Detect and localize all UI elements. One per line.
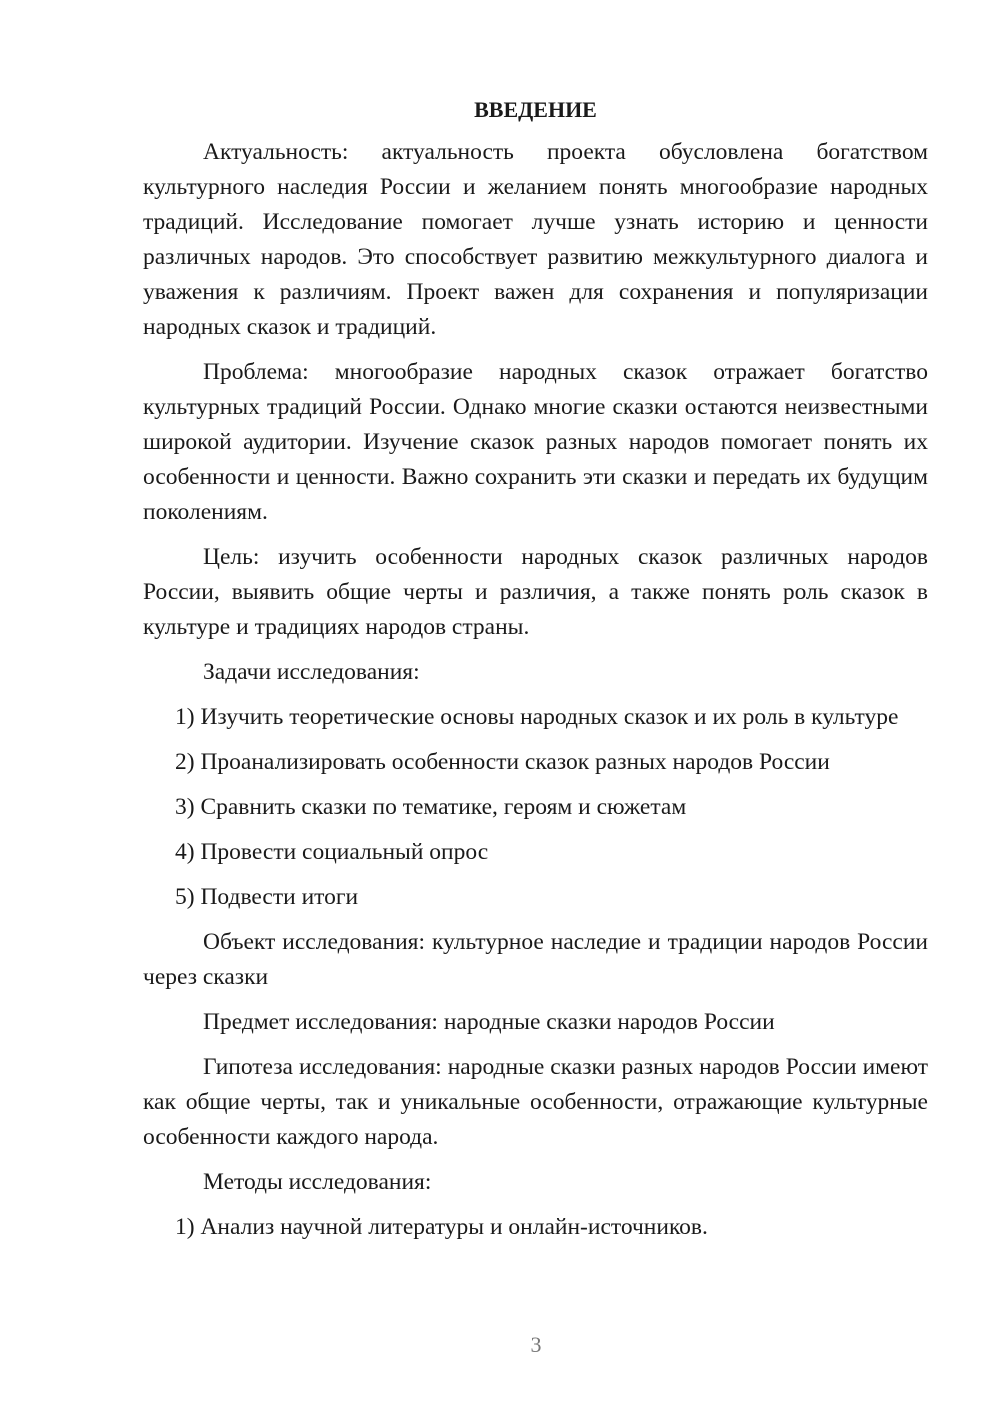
methods-list [143, 1210, 928, 1245]
page-body [143, 95, 928, 1255]
list-item: 4) Провести социальный опрос [175, 839, 489, 865]
list-item: 5) Подвести итоги [175, 884, 359, 910]
goal-paragraph: Цель: изучить особенности народных сказок различных народов России, выявить общие черты и различия, а также понять роль сказок в культуре и традициях народов страны. [143, 544, 928, 640]
list-item: 3) Сравнить сказки по тематике, героям и сюжетам [175, 794, 687, 820]
list-item: 1) Анализ научной литературы и онлайн-источников. [175, 1214, 708, 1240]
methods-heading: Методы исследования: [203, 1169, 432, 1195]
list-item: 2) Проанализировать особенности сказок разных народов России [175, 749, 830, 775]
page-number: 3 [530, 1332, 542, 1357]
hypothesis-paragraph: Гипотеза исследования: народные сказки разных народов России имеют как общие черты, так и уникальные особенности, отражающие культурные особенности каждого народа. [143, 1054, 928, 1150]
problem-paragraph: Проблема: многообразие народных сказок отражает богатство культурных традиций России. Однако многие сказки остаются неизвестными широкой аудитории. Изучение сказок разных народов помогает понять их особенности и ценности. Важно сохранить эти сказки и передать их будущим поколениям. [143, 359, 928, 525]
section-title: ВВЕДЕНИЕ [474, 97, 597, 122]
tasks-heading: Задачи исследования: [203, 659, 420, 685]
object-paragraph: Объект исследования: культурное наследие и традиции народов России через сказки [143, 929, 928, 990]
subject-paragraph: Предмет исследования: народные сказки народов России [203, 1009, 775, 1035]
tasks-list [143, 700, 928, 915]
list-item: 1) Изучить теоретические основы народных сказок и их роль в культуре [175, 704, 899, 730]
relevance-paragraph: Актуальность: актуальность проекта обусловлена богатством культурного наследия России и желанием понять многообразие народных традиций. Исследование помогает лучше узнать историю и ценности различных народов. Это способствует развитию межкультурного диалога и уважения к различиям. Проект важен для сохранения и популяризации народных сказок и традиций. [143, 139, 928, 340]
